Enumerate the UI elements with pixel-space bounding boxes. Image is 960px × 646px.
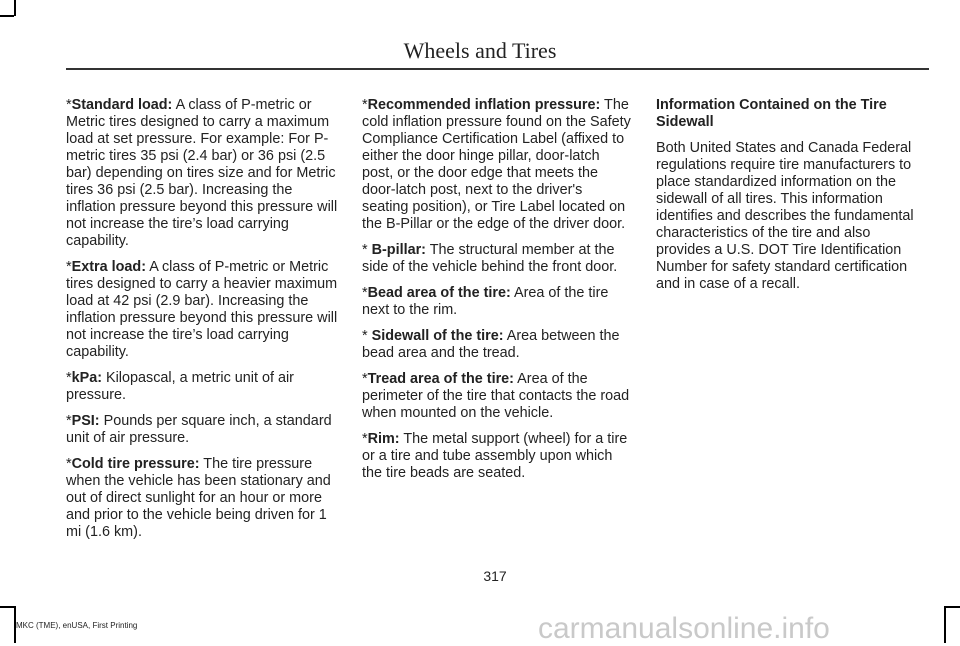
term: Recommended inflation pressure: bbox=[367, 97, 601, 113]
definition-bead-area bbox=[362, 285, 632, 319]
asterisk: * bbox=[362, 328, 372, 344]
asterisk: * bbox=[362, 431, 368, 447]
definition-sidewall bbox=[362, 328, 632, 362]
page-title: Wheels and Tires bbox=[403, 38, 557, 63]
watermark: carmanualsonline.info bbox=[538, 612, 830, 645]
definition-rim bbox=[362, 431, 632, 482]
term: kPa: bbox=[71, 370, 103, 386]
crop-mark-top-left-h bbox=[0, 15, 14, 17]
asterisk: * bbox=[66, 259, 72, 275]
asterisk: * bbox=[362, 97, 368, 113]
definition-tread-area bbox=[362, 371, 632, 422]
term: Sidewall of the tire: bbox=[371, 328, 504, 344]
asterisk: * bbox=[66, 97, 72, 113]
definition-text: The structural member at the side of the vehicle behind the front door. bbox=[362, 242, 618, 275]
crop-mark-bottom-right-v bbox=[944, 606, 946, 643]
definition-psi bbox=[66, 413, 338, 447]
crop-mark-bottom-right-h bbox=[946, 606, 960, 608]
definition-text: Area of the perimeter of the tire that contacts the road when mounted on the vehicle. bbox=[362, 371, 630, 421]
term: Extra load: bbox=[71, 259, 146, 275]
column-1 bbox=[66, 97, 338, 550]
crop-mark-bottom-left-h bbox=[0, 606, 14, 608]
footer-printing-info: MKC (TME), enUSA, First Printing bbox=[16, 621, 138, 630]
definition-kpa bbox=[66, 370, 338, 404]
term: Cold tire pressure: bbox=[71, 456, 200, 472]
term: B-pillar: bbox=[371, 242, 426, 258]
crop-mark-top-left-v bbox=[14, 0, 16, 16]
asterisk: * bbox=[66, 456, 72, 472]
definition-text: A class of P-metric or Metric tires designed to carry a heavier maximum load at 42 psi (2.9 bar). Increasing the inflation pressure beyond this pressure will not increase the tire’s load carrying capability. bbox=[66, 259, 338, 360]
term: Rim: bbox=[367, 431, 400, 447]
term: PSI: bbox=[71, 413, 100, 429]
definition-text: Area of the tire next to the rim. bbox=[362, 285, 609, 318]
term: Standard load: bbox=[71, 97, 173, 113]
definition-text: The metal support (wheel) for a tire or a tire and tube assembly upon which the tire beads are seated. bbox=[362, 431, 628, 481]
asterisk: * bbox=[362, 242, 372, 258]
definition-text: Area between the bead area and the tread. bbox=[362, 328, 620, 361]
definition-text: The cold inflation pressure found on the Safety Compliance Certification Label (affixed to either the door hinge pillar, door-latch post, or the door edge that meets the door-latch post, next to the driver's seating position), or Tire Label located on the B-Pillar or the edge of the driver door. bbox=[362, 97, 631, 232]
section-body: Both United States and Canada Federal regulations require tire manufacturers to place standardized information on the sidewall of all tires. This information identifies and describes the fundamental characteristics of the tire and also provides a U.S. DOT Tire Identification Number for safety standard certification and in case of a recall. bbox=[656, 140, 914, 292]
definition-text: The tire pressure when the vehicle has been stationary and out of direct sunlight for an hour or more and prior to the vehicle being driven for 1 mi (1.6 km). bbox=[66, 456, 331, 540]
asterisk: * bbox=[362, 285, 368, 301]
header-divider bbox=[66, 68, 929, 70]
definition-b-pillar bbox=[362, 242, 632, 276]
term: Tread area of the tire: bbox=[367, 371, 514, 387]
definition-cold-tire-pressure bbox=[66, 456, 338, 541]
page-number: 317 bbox=[483, 568, 507, 584]
definition-text: Kilopascal, a metric unit of air pressure. bbox=[66, 370, 294, 403]
column-2 bbox=[362, 97, 632, 491]
section-heading: Information Contained on the Tire Sidewall bbox=[656, 97, 887, 130]
definition-extra-load bbox=[66, 259, 338, 361]
definition-text: A class of P-metric or Metric tires designed to carry a maximum load at set pressure. For example: For P-metric tires 35 psi (2.4 bar) or 36 psi (2.5 bar) depending on tires size and for Metric tires 36 psi (2.5 bar). Increasing the inflation pressure beyond this pressure will not increase the tire’s load carrying capability. bbox=[66, 97, 338, 249]
definition-recommended-inflation-pressure bbox=[362, 97, 632, 233]
asterisk: * bbox=[66, 370, 72, 386]
term: Bead area of the tire: bbox=[367, 285, 511, 301]
definition-standard-load bbox=[66, 97, 338, 250]
asterisk: * bbox=[362, 371, 368, 387]
definition-text: Pounds per square inch, a standard unit of air pressure. bbox=[66, 413, 332, 446]
column-3 bbox=[656, 97, 928, 302]
asterisk: * bbox=[66, 413, 72, 429]
